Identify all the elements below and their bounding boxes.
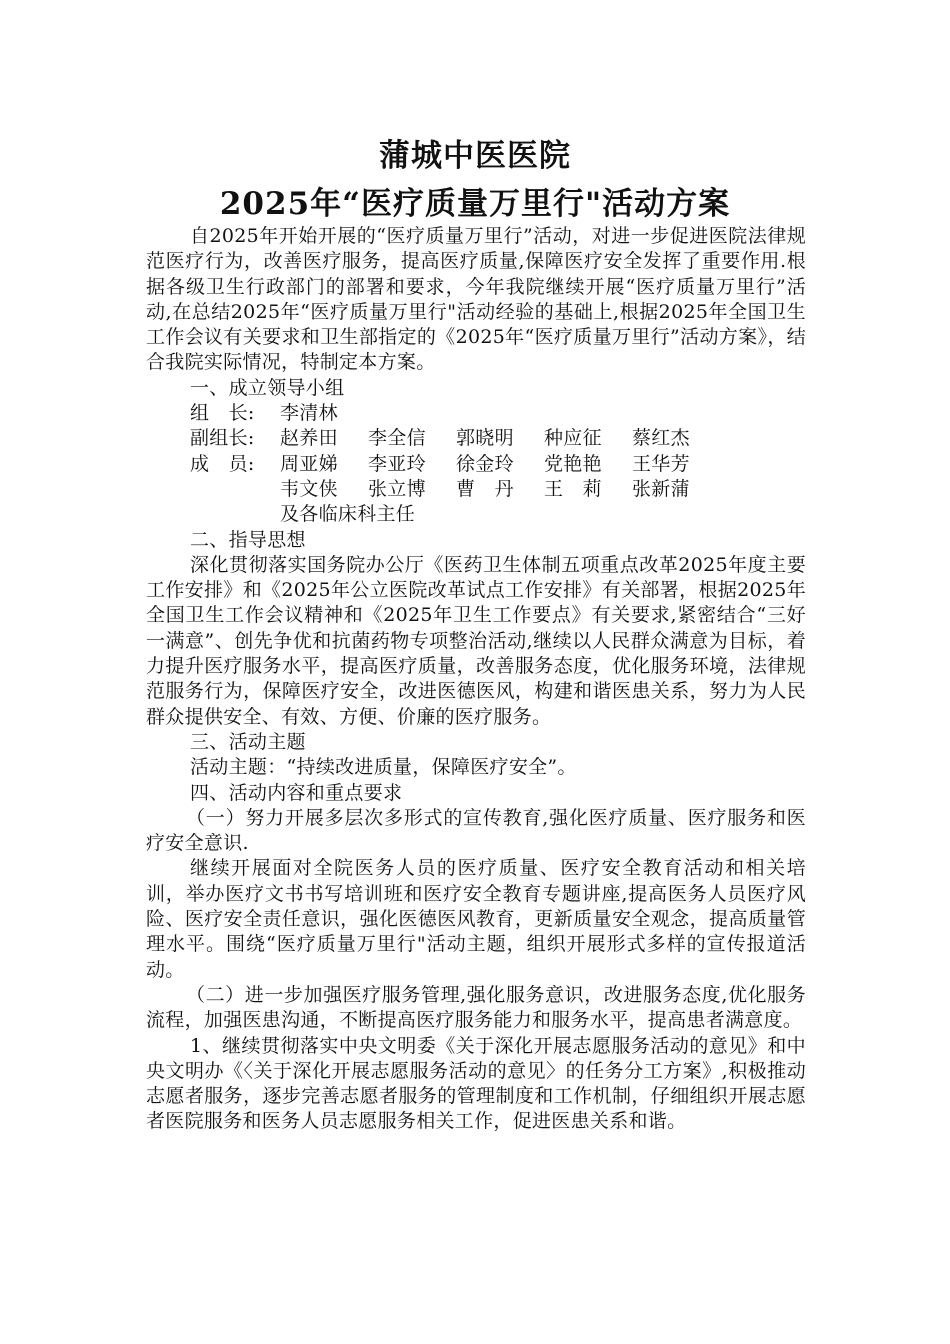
members-label: 成 员: [190,452,255,475]
intro-paragraph: 自2025年开始开展的“医疗质量万里行”活动，对进一步促进医院法律规范医疗行为，改善医疗服务，提高医疗质量,保障医疗安全发挥了重要作用.根据各级卫生行政部门的部署和要求，今年我院继续开展“医疗质量万里行”活动,在总结2025年“医疗质量万里行"活动经验的基础上,根据2025年全国卫生工作会议有关要求和卫生部指定的《2025年“医疗质量万里行”活动方案》，结合我院实际情况，特制定本方案。 [146,225,806,374]
section-heading-content: 四、活动内容和重点要求 [190,781,403,804]
deputy-name: 李全信 [368,427,426,450]
member-name: 李亚玲 [368,452,426,475]
document-title-hospital: 蒲城中医医院 [379,138,571,174]
member-name: 曹 丹 [456,477,514,500]
deputy-label: 副组长: [190,427,255,450]
deputy-name: 郭晓明 [456,427,514,450]
member-name: 王华芳 [632,452,690,475]
deputy-row [146,426,806,451]
member-name: 韦文侠 [280,477,338,500]
leader-label: 组 长: [190,402,255,425]
member-name: 张立博 [368,477,426,500]
item1-heading: （一）努力开展多层次多形式的宣传教育,强化医疗质量、医疗服务和医疗安全意识. [146,806,806,855]
leader-name: 李清林 [280,402,338,425]
member-name: 周亚娣 [280,452,338,475]
members-row [146,452,806,528]
deputy-name: 蔡红杰 [632,427,690,450]
theme-paragraph: 活动主题：“持续改进质量，保障医疗安全”。 [190,756,577,779]
leader-row [146,401,806,426]
members-note: 及各临床科主任 [280,503,416,526]
document-title-plan: 2025年“医疗质量万里行"活动方案 [219,186,731,222]
member-name: 党艳艳 [544,452,602,475]
deputy-name: 种应征 [544,427,602,450]
section-heading-guiding-thought: 二、指导思想 [190,528,306,551]
item2-heading: （二）进一步加强医疗服务管理,强化服务意识，改进服务态度,优化服务流程，加强医患沟通，不断提高医疗服务能力和服务水平，提高患者满意度。 [146,983,806,1032]
item1-paragraph: 继续开展面对全院医务人员的医疗质量、医疗安全教育活动和相关培训，举办医疗文书书写培训班和医疗安全教育专题讲座,提高医务人员医疗风险、医疗安全责任意识，强化医德医风教育，更新质量安全观念，提高质量管理水平。围绕“医疗质量万里行"活动主题，组织开展形式多样的宣传报道活动。 [146,857,806,981]
member-name: 张新蒲 [632,477,690,500]
item2-sub1-paragraph: 1、继续贯彻落实中央文明委《关于深化开展志愿服务活动的意见》和中央文明办《〈关于深化开展志愿服务活动的意见〉的任务分工方案》,积极推动志愿者服务，逐步完善志愿者服务的管理制度和工作机制，仔细组织开展志愿者医院服务和医务人员志愿服务相关工作，促进医患关系和谐。 [146,1034,806,1133]
document-body [146,224,806,1135]
guiding-thought-paragraph: 深化贯彻落实国务院办公厅《医药卫生体制五项重点改革2025年度主要工作安排》和《2025年公立医院改革试点工作安排》有关部署，根据2025年全国卫生工作会议精神和《2025年卫生工作要点》有关要求,紧密结合“三好一满意”、创先争优和抗菌药物专项整治活动,继续以人民群众满意为目标，着力提升医疗服务水平，提高医疗质量，改善服务态度，优化服务环境，法律规范服务行为，保障医疗安全，改进医德医风，构建和谐医患关系，努力为人民群众提供安全、有效、方便、价廉的医疗服务。 [146,553,806,728]
deputy-name: 赵养田 [280,427,338,450]
section-heading-leadership: 一、成立领导小组 [190,376,345,399]
member-name: 徐金玲 [456,452,514,475]
member-name: 王 莉 [544,477,602,500]
section-heading-theme: 三、活动主题 [190,730,306,753]
